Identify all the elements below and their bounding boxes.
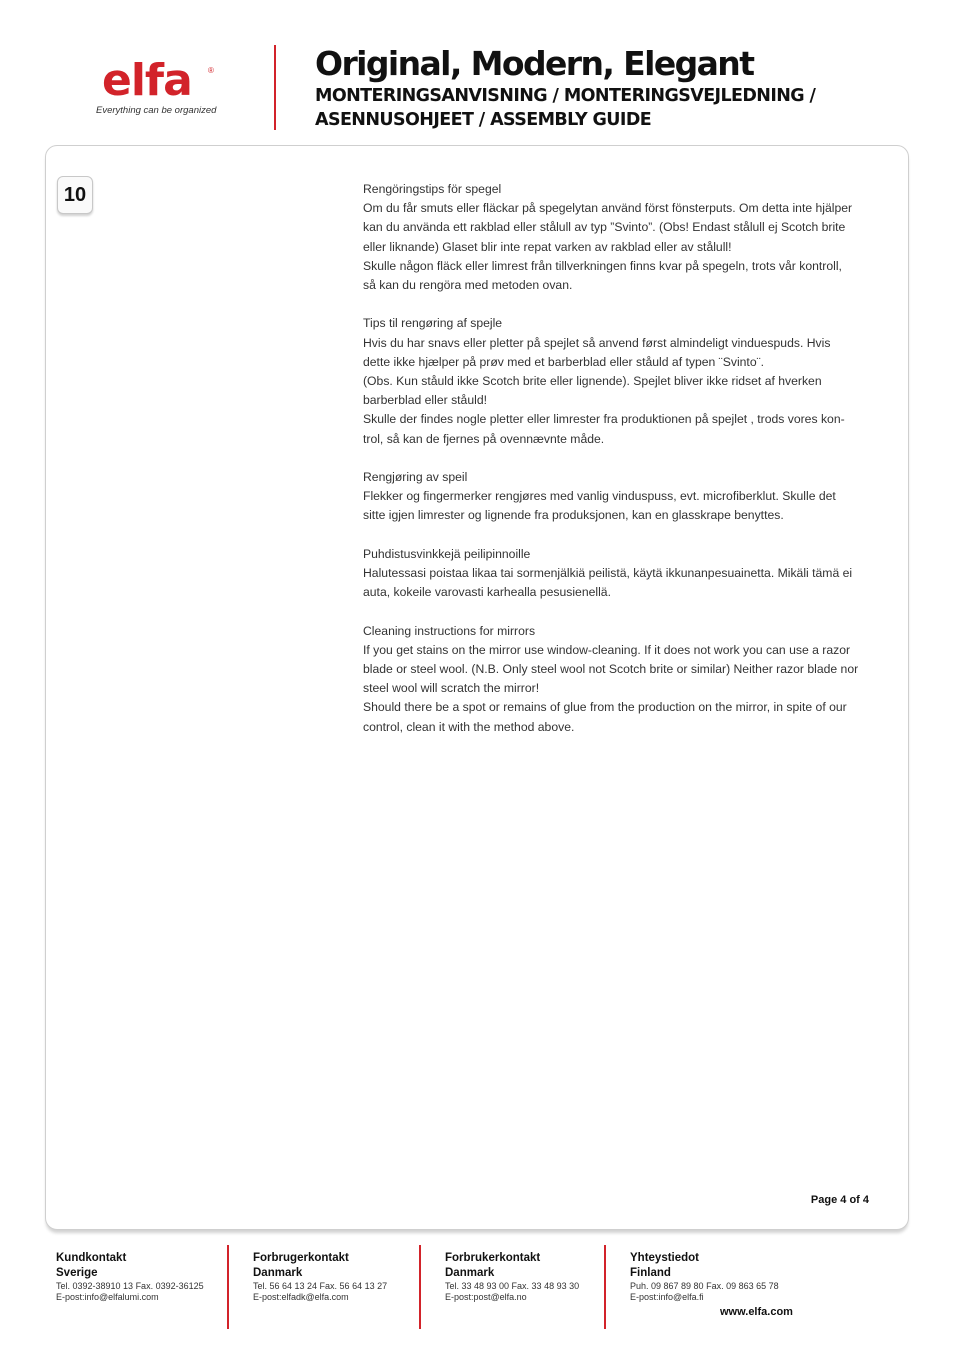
text-line: dette ikke hjælper på prøv med et barberblad eller ståuld af typen ¨Svinto¨. [363, 354, 765, 369]
section-heading: Rengöringstips för spegel [363, 182, 502, 196]
logo-tagline: Everything can be organized [96, 105, 217, 116]
text-line: blade or steel wool. (N.B. Only steel wool not Scotch brite or similar) Neither razor blade nor [363, 662, 859, 677]
contact-email: E-post:post@elfa.no [445, 1292, 527, 1303]
text-line: Om du får smuts eller fläckar på spegelytan använd först fönsterputs. Om detta inte hjälper [363, 201, 853, 216]
contact-phone: Tel. 0392-38910 13 Fax. 0392-36125 [56, 1281, 204, 1291]
contact-phone: Puh. 09 867 89 80 Fax. 09 863 65 78 [630, 1281, 779, 1291]
text-line: control, clean it with the method above. [363, 719, 575, 734]
text-line: barberblad eller ståuld! [363, 393, 487, 408]
section-english [363, 622, 888, 737]
page-title: Original, Modern, Elegant [315, 44, 754, 83]
section-heading: Cleaning instructions for mirrors [363, 623, 536, 638]
step-number-badge: 10 [57, 176, 93, 214]
subtitle-line-2: ASENNUSOHJEET / ASSEMBLY GUIDE [315, 110, 652, 130]
text-line: Skulle någon fläck eller limrest från tillverkningen finns kvar på spegeln, trots vår kontroll, [363, 258, 842, 273]
footer-contact-denmark [253, 1251, 387, 1303]
text-line: Should there be a spot or remains of glue from the production on the mirror, in spite of our [363, 700, 847, 715]
footer-contact-finland [630, 1251, 779, 1303]
contact-title: Kundkontakt [56, 1252, 127, 1264]
elfa-logo [96, 55, 236, 120]
contact-country: Danmark [445, 1267, 495, 1279]
footer-divider [604, 1245, 606, 1329]
footer-contact-sweden [56, 1251, 204, 1303]
contact-title: Forbrukerkontakt [445, 1252, 541, 1264]
text-line: eller liknande) Glaset blir inte repat varken av rakblad eller av stålull! [363, 239, 732, 254]
footer-contact-norway [445, 1251, 579, 1303]
contact-title: Yhteystiedot [630, 1252, 700, 1264]
contact-country: Sverige [56, 1267, 98, 1279]
contact-phone: Tel. 33 48 93 00 Fax. 33 48 93 30 [445, 1281, 580, 1291]
text-line: Flekker og fingermerker rengjøres med vanlig vinduspuss, evt. microfiberklut. Skulle det [363, 489, 836, 504]
text-line: Hvis du har snavs eller pletter på spejlet så anvend først almindeligt vinduespuds. Hvis [363, 335, 831, 350]
footer-divider [419, 1245, 421, 1329]
section-heading: Rengjøring av speil [363, 470, 468, 485]
registered-mark: ® [208, 66, 214, 75]
footer-divider [227, 1245, 229, 1329]
text-line: auta, kokeile varovasti karhealla pesusienellä. [363, 585, 611, 600]
section-norwegian [363, 468, 888, 526]
text-line: trol, så kan de fjernes på ovennævnte måde. [363, 431, 605, 446]
text-line: (Obs. Kun ståuld ikke Scotch brite eller lignende). Spejlet bliver ikke ridset af hverken [363, 374, 822, 389]
text-line: Skulle der findes nogle pletter eller limrester fra produktionen på spejlet , trods vores kon- [363, 412, 845, 427]
section-swedish [363, 180, 888, 295]
contact-email: E-post:info@elfa.fi [630, 1292, 704, 1303]
contact-email: E-post:info@elfalumi.com [56, 1292, 159, 1303]
section-finnish [363, 545, 888, 603]
contact-country: Finland [630, 1267, 671, 1279]
contact-email: E-post:elfadk@elfa.com [253, 1292, 349, 1303]
page-subtitle [315, 84, 815, 132]
logo-wordmark: elfa [102, 55, 192, 106]
page-indicator: Page 4 of 4 [810, 1194, 869, 1206]
text-line: Halutessasi poistaa likaa tai sormenjälkiä peilistä, käytä ikkunanpesuainetta. Mikäli tämä ei [363, 566, 853, 581]
text-line: steel wool will scratch the mirror! [363, 681, 540, 696]
text-line: kan du använda ett rakblad eller stålull av typ ”Svinto”. (Obs! Endast stålull ej Scotch brite [363, 220, 846, 235]
text-line: så kan du rengöra med metoden ovan. [363, 278, 573, 293]
subtitle-line-1: MONTERINGSANVISNING / MONTERINGSVEJLEDNING / [315, 86, 816, 106]
section-heading: Puhdistusvinkkejä peilipinnoille [363, 546, 531, 561]
section-danish [363, 314, 888, 448]
contact-title: Forbrugerkontakt [253, 1252, 349, 1264]
header-divider [274, 45, 276, 130]
text-line: sitte igjen limrester og lignende fra produksjonen, kan en glasskrape benyttes. [363, 508, 784, 523]
text-line: If you get stains on the mirror use window-cleaning. If it does not work you can use a razor [363, 642, 851, 657]
website-link[interactable]: www.elfa.com [720, 1306, 793, 1318]
contact-country: Danmark [253, 1267, 303, 1279]
contact-phone: Tel. 56 64 13 24 Fax. 56 64 13 27 [253, 1281, 388, 1291]
cleaning-instructions [363, 180, 888, 756]
section-heading: Tips til rengøring af spejle [363, 316, 503, 331]
